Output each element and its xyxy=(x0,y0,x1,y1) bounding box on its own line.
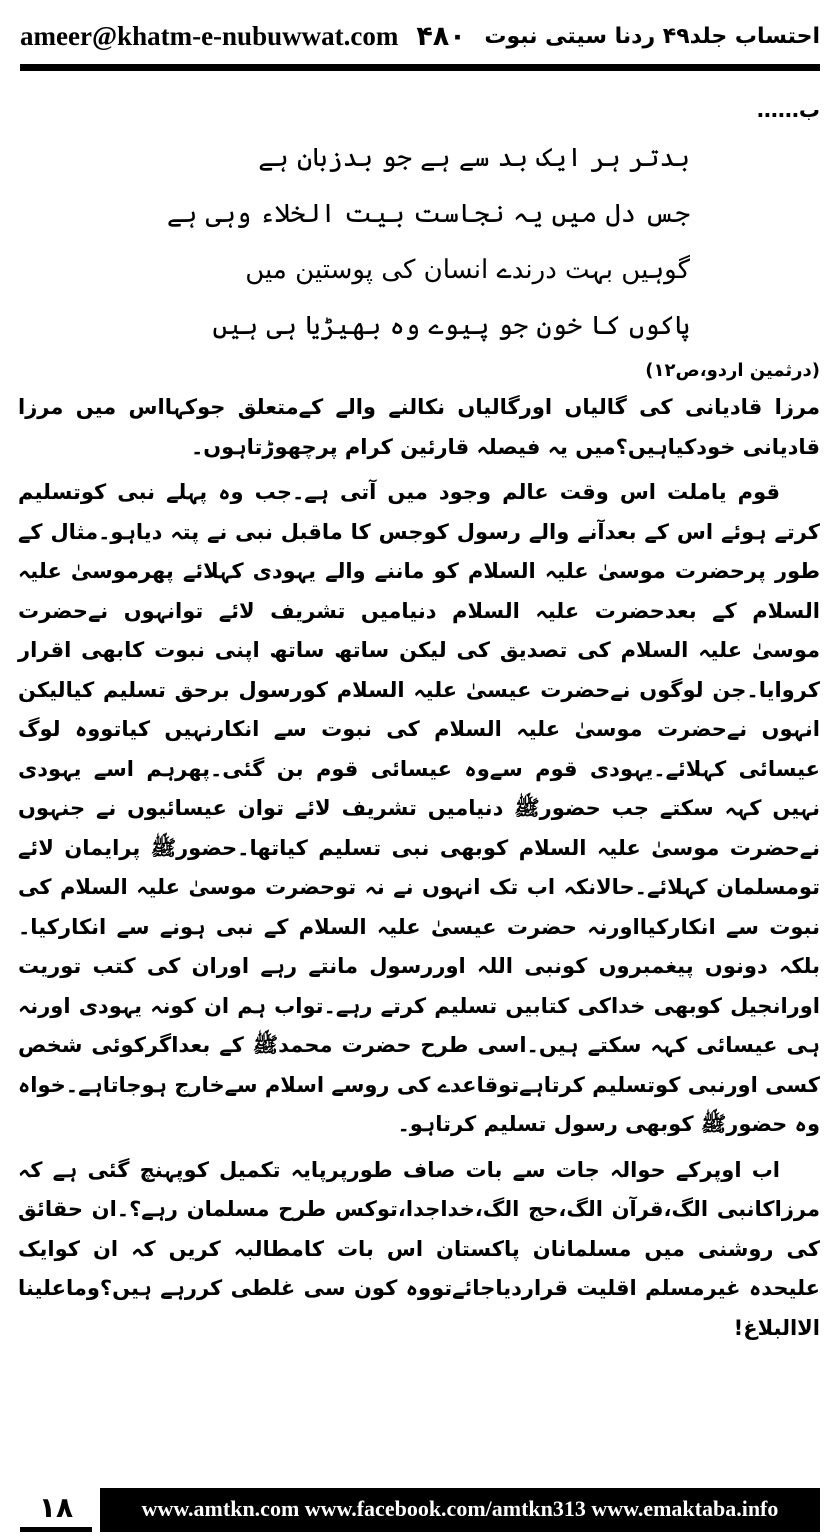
header-rule xyxy=(20,64,820,71)
verse-line: جس دل میں یہ نجاست بیت الخلاء وہی ہے xyxy=(166,199,690,229)
page-header xyxy=(20,14,820,58)
footer-page-number: ۱۸ xyxy=(20,1488,92,1532)
verse-line: پاکوں کا خون جو پیوے وہ بھیڑیا ہی ہیں xyxy=(212,311,690,341)
verse-block xyxy=(18,132,820,352)
intro-line: ب…… xyxy=(756,98,820,122)
page-footer xyxy=(20,1488,820,1532)
verse-line: بدتر ہر ایک بد سے ہے جو بدزبان ہے xyxy=(258,143,690,173)
paragraph: مرزا قادیانی کی گالیاں اورگالیاں نکالنے والے کےمتعلق جوکہااس میں مرزا قادیانی خودکیاہیں؟میں یہ فیصلہ قارئین کرام پرچھوڑتاہوں۔ xyxy=(18,395,820,459)
verse-line: گوہیں بہت درندے انسان کی پوستین میں xyxy=(245,255,690,285)
header-email: ameer@khatm-e-nubuwwat.com xyxy=(20,20,399,51)
paragraph: اب اوپرکے حوالہ جات سے بات صاف طورپرپایہ تکمیل کوپہنچ گئی ہے کہ مرزاکانبی الگ،قرآن الگ،حج الگ،خداجدا،توکس طرح مسلمان رہے؟۔ان حقائق کی روشنی میں مسلمانان پاکستان اس بات کامطالبہ کریں کہ ان کوایک علیحدہ غیرمسلم اقلیت قراردیاجائےتووہ کون سی غلطی کررہے ہیں؟وماعلینا الاالبلاغ! xyxy=(18,1157,820,1340)
header-page-number: ۴۸۰ xyxy=(416,20,466,52)
citation: (درثمین اردو،ص۱۲) xyxy=(645,360,820,381)
footer-links: www.amtkn.com www.facebook.com/amtkn313 www.emaktaba.info xyxy=(141,1496,779,1521)
page-content xyxy=(18,90,820,1460)
paragraph: قوم یاملت اس وقت عالم وجود میں آتی ہے۔جب وہ پہلے نبی کوتسلیم کرتے ہوئے اس کے بعدآنے والے رسول کوجس کا ماقبل نبی نے پتہ دیاہو۔مثال کے طور پرحضرت موسیٰ علیہ السلام کو ماننے والے یہودی کہلائے پھرموسیٰ علیہ السلام کے بعدحضرت علیہ السلام دنیامیں تشریف لائے توانہوں نےحضرت موسیٰ علیہ السلام کی تصدیق کی لیکن ساتھ ساتھ اپنی نبوت کابھی اقرار کروایا۔جن لوگوں نےحضرت عیسیٰ علیہ السلام کورسول برحق تسلیم کیالیکن انہوں نےحضرت موسیٰ علیہ السلام کی نبوت سے انکارنہیں کیاتووہ لوگ عیسائی کہلائے۔یہودی قوم سےوہ عیسائی قوم بن گئی۔پھرہم اسے یہودی نہیں کہہ سکتے جب حضورﷺ دنیامیں تشریف لائے توان عیسائیوں نے جنہوں نےحضرت موسیٰ علیہ السلام کوبھی نبی تسلیم کیاتھا۔حضورﷺ پرایمان لائے تومسلمان کہلائے۔حالانکہ اب تک انہوں نے نہ توحضرت موسیٰ علیہ السلام کی نبوت سے انکارکیااورنہ حضرت عیسیٰ علیہ السلام کے نبی ہونے سے انکارکیا۔بلکہ دونوں پیغمبروں کونبی اللہ اوررسول مانتے رہے اوران کی کتب توریت اورانجیل کوبھی خداکی کتابیں تسلیم کرتے رہے۔تواب ہم ان کونہ یہودی اورنہ ہی عیسائی کہہ سکتے ہیں۔اسی طرح حضرت محمدﷺ کے بعداگرکوئی شخص کسی اورنبی کوتسلیم کرتاہےتوقاعدے کی روسے اسلام سےخارج ہوجاتاہے۔خواہ وہ حضورﷺ کوبھی رسول تسلیم کرتاہو۔ xyxy=(18,480,820,1136)
header-left-group xyxy=(20,21,466,52)
header-title: احتساب جلد۴۹ ردنا سیتی نبوت xyxy=(484,23,820,49)
